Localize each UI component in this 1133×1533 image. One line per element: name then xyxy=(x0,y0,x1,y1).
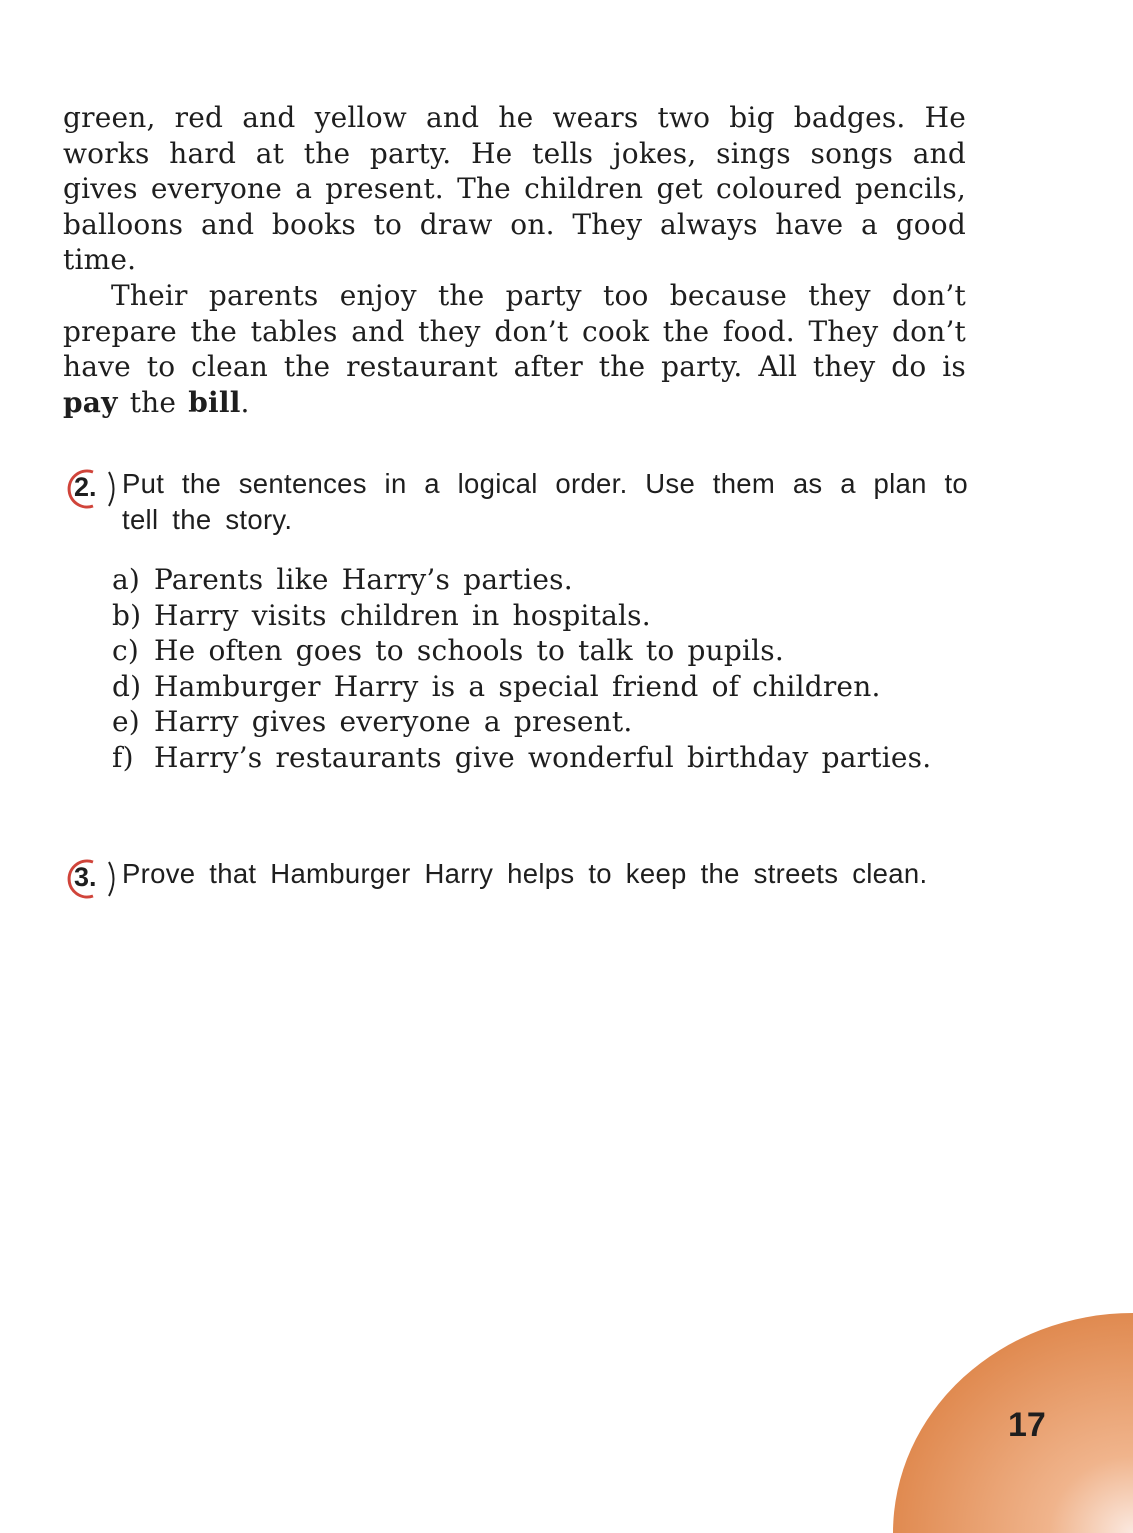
list-item: e) Harry gives everyone a present. xyxy=(112,705,633,738)
page-number: 17 xyxy=(1008,1406,1046,1444)
list-item: f) Harry’s restaurants give wonderful birthday parties. xyxy=(112,740,932,774)
exercise-number-badge xyxy=(63,468,115,506)
list-item: a) Parents like Harry’s parties. xyxy=(112,563,573,596)
exercise-number: 3. xyxy=(74,862,97,892)
exercise-number: 2. xyxy=(74,472,97,502)
list-item: b) Harry visits children in hospitals. xyxy=(112,598,651,632)
bold-word-bill: bill xyxy=(188,385,241,419)
exercise-3 xyxy=(63,856,968,892)
reading-text xyxy=(63,100,966,420)
list-item: d) Hamburger Harry is a special friend of children. xyxy=(112,669,881,703)
exercise-instruction: Put the sentences in a logical order. Use them as a plan to tell the story. xyxy=(122,468,968,535)
exercise-number-badge xyxy=(63,858,115,896)
reading-paragraph-2: Their parents enjoy the party too because they don’t prepare the tables and they don’t cook the food. They don’t have to clean the restaurant after the party. All they do is pay the bill. xyxy=(63,278,966,419)
bold-word-pay: pay xyxy=(63,385,118,419)
sentence-list xyxy=(112,562,968,775)
exercise-2 xyxy=(63,466,968,538)
list-item: c) He often goes to schools to talk to pupils. xyxy=(112,634,784,667)
reading-paragraph-1: green, red and yellow and he wears two big badges. He works hard at the party. He tells jokes, sings songs and gives everyone a present. The children get coloured pencils, balloons and books to draw on. They always have a good time. xyxy=(63,101,966,277)
exercise-instruction: Prove that Hamburger Harry helps to keep the streets clean. xyxy=(122,858,928,889)
